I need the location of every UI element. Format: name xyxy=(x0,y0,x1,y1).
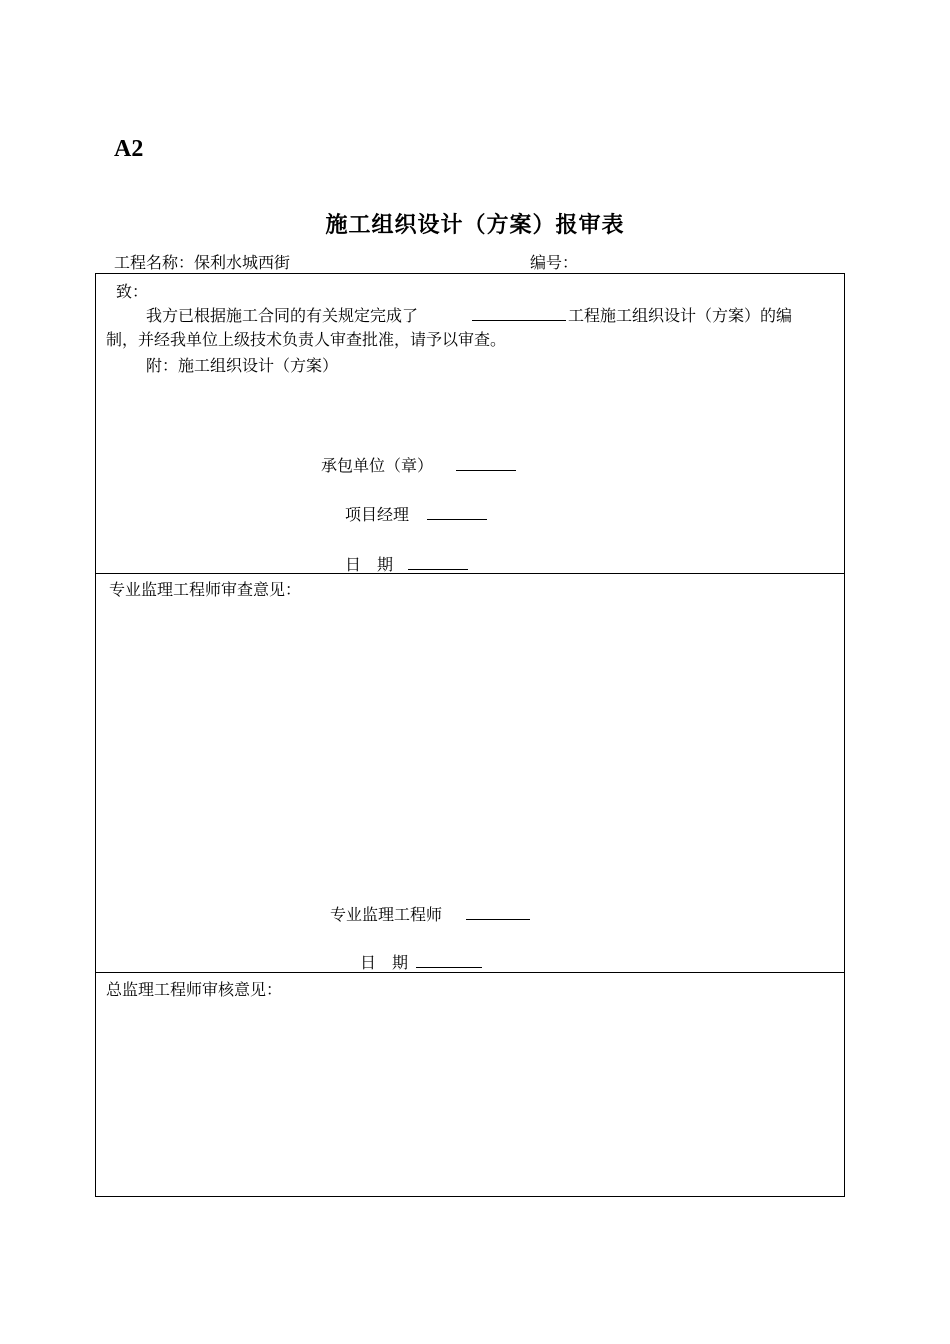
attachment-text: 附：施工组织设计（方案） xyxy=(146,356,339,375)
body-line-1b: 工程施工组织设计（方案）的编 xyxy=(568,306,793,325)
specialist-date-label: 日 期 xyxy=(360,953,409,972)
chief-review-section xyxy=(96,973,844,1197)
page-title: 施工组织设计（方案）报审表 xyxy=(325,212,625,238)
to-label: 致： xyxy=(116,282,149,301)
manager-blank[interactable] xyxy=(427,502,487,521)
contractor-blank[interactable] xyxy=(456,453,516,472)
body-line-1a: 我方已根据施工合同的有关规定完成了 xyxy=(146,306,419,325)
contractor-section xyxy=(96,274,844,574)
chief-opinion-label: 总监理工程师审核意见： xyxy=(106,980,283,999)
project-blank[interactable] xyxy=(472,303,566,322)
body-line-2: 制，并经我单位上级技术负责人审查批准，请予以审查。 xyxy=(106,330,507,349)
contractor-label: 承包单位（章） xyxy=(321,456,434,475)
specialist-engineer-blank[interactable] xyxy=(466,902,530,921)
date-blank[interactable] xyxy=(408,552,468,571)
form-table xyxy=(95,273,845,1197)
manager-label: 项目经理 xyxy=(345,505,410,524)
form-code: A2 xyxy=(114,136,144,162)
date-label: 日 期 xyxy=(345,555,394,574)
specialist-date-blank[interactable] xyxy=(416,950,482,969)
number-label: 编号： xyxy=(530,253,579,272)
specialist-engineer-label: 专业监理工程师 xyxy=(330,905,443,924)
project-name-label: 工程名称：保利水城西街 xyxy=(114,253,291,272)
specialist-review-section xyxy=(96,574,844,973)
specialist-opinion-label: 专业监理工程师审查意见： xyxy=(109,580,302,599)
